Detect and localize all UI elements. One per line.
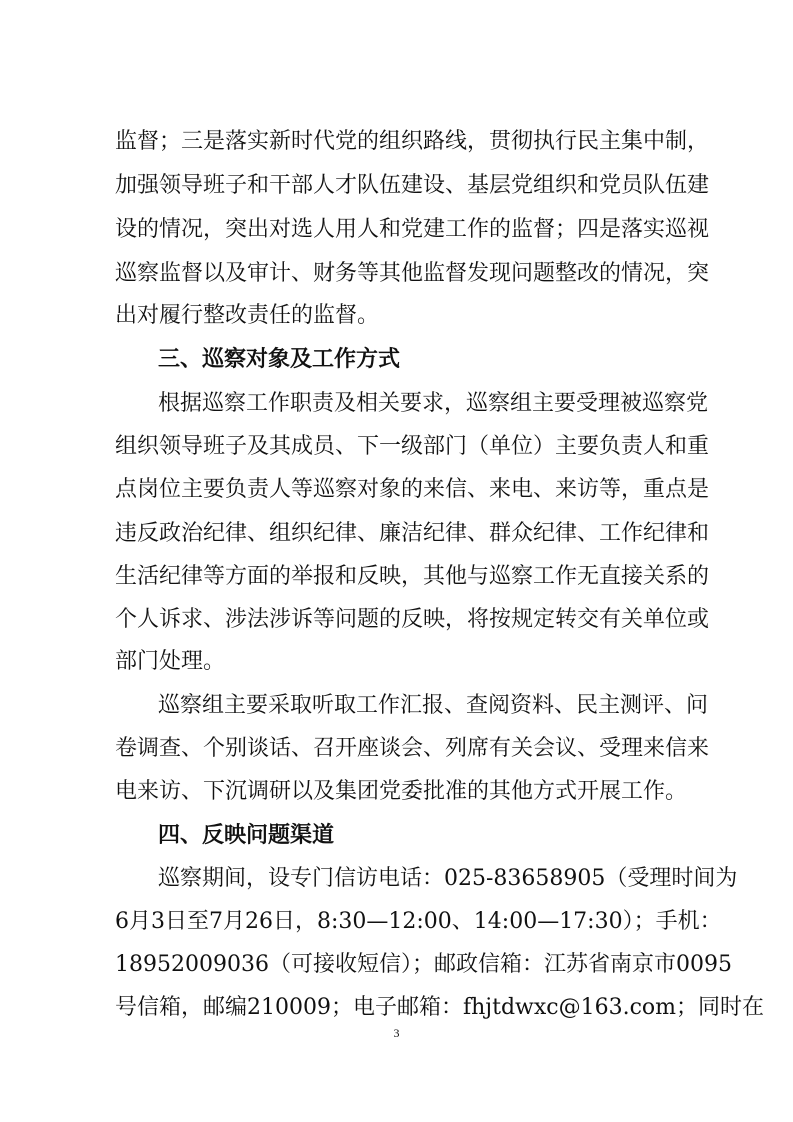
body-line: 巡察监督以及审计、财务等其他监督发现问题整改的情况，突 bbox=[115, 261, 710, 286]
body-line: 18952009036（可接收短信）；邮政信箱：江苏省南京市0095 bbox=[115, 952, 732, 977]
body-line: 巡察组主要采取听取工作汇报、查阅资料、民主测评、问 bbox=[158, 693, 709, 718]
body-line: 违反政治纪律、组织纪律、廉洁纪律、群众纪律、工作纪律和 bbox=[115, 521, 710, 546]
body-line: 卷调查、个别谈话、召开座谈会、列席有关会议、受理来信来 bbox=[115, 736, 710, 761]
page-number: 3 bbox=[393, 1026, 400, 1040]
body-line: 监督；三是落实新时代党的组织路线，贯彻执行民主集中制， bbox=[115, 129, 710, 154]
body-line: 点岗位主要负责人等巡察对象的来信、来电、来访等，重点是 bbox=[115, 477, 710, 502]
body-line: 加强领导班子和干部人才队伍建设、基层党组织和党员队伍建 bbox=[115, 173, 710, 198]
body-line: 巡察期间，设专门信访电话：025-83658905（受理时间为 bbox=[158, 866, 738, 891]
section-heading: 四、反映问题渠道 bbox=[158, 823, 335, 848]
body-line: 6月3日至7月26日，8:30—12:00、14:00—17:30）；手机： bbox=[115, 909, 722, 934]
section-heading: 三、巡察对象及工作方式 bbox=[158, 347, 401, 372]
body-line: 出对履行整改责任的监督。 bbox=[115, 303, 380, 328]
body-line: 组织领导班子及其成员、下一级部门（单位）主要负责人和重 bbox=[115, 434, 710, 459]
body-line: 生活纪律等方面的举报和反映，其他与巡察工作无直接关系的 bbox=[115, 564, 710, 589]
body-line: 设的情况，突出对选人用人和党建工作的监督；四是落实巡视 bbox=[115, 217, 710, 242]
body-line: 部门处理。 bbox=[115, 649, 226, 674]
body-line: 号信箱，邮编210009；电子邮箱：fhjtdwxc@163.com；同时在 bbox=[115, 995, 765, 1020]
body-line: 电来访、下沉调研以及集团党委批准的其他方式开展工作。 bbox=[115, 779, 688, 804]
body-line: 根据巡察工作职责及相关要求，巡察组主要受理被巡察党 bbox=[158, 391, 709, 416]
body-line: 个人诉求、涉法涉诉等问题的反映，将按规定转交有关单位或 bbox=[115, 607, 710, 632]
